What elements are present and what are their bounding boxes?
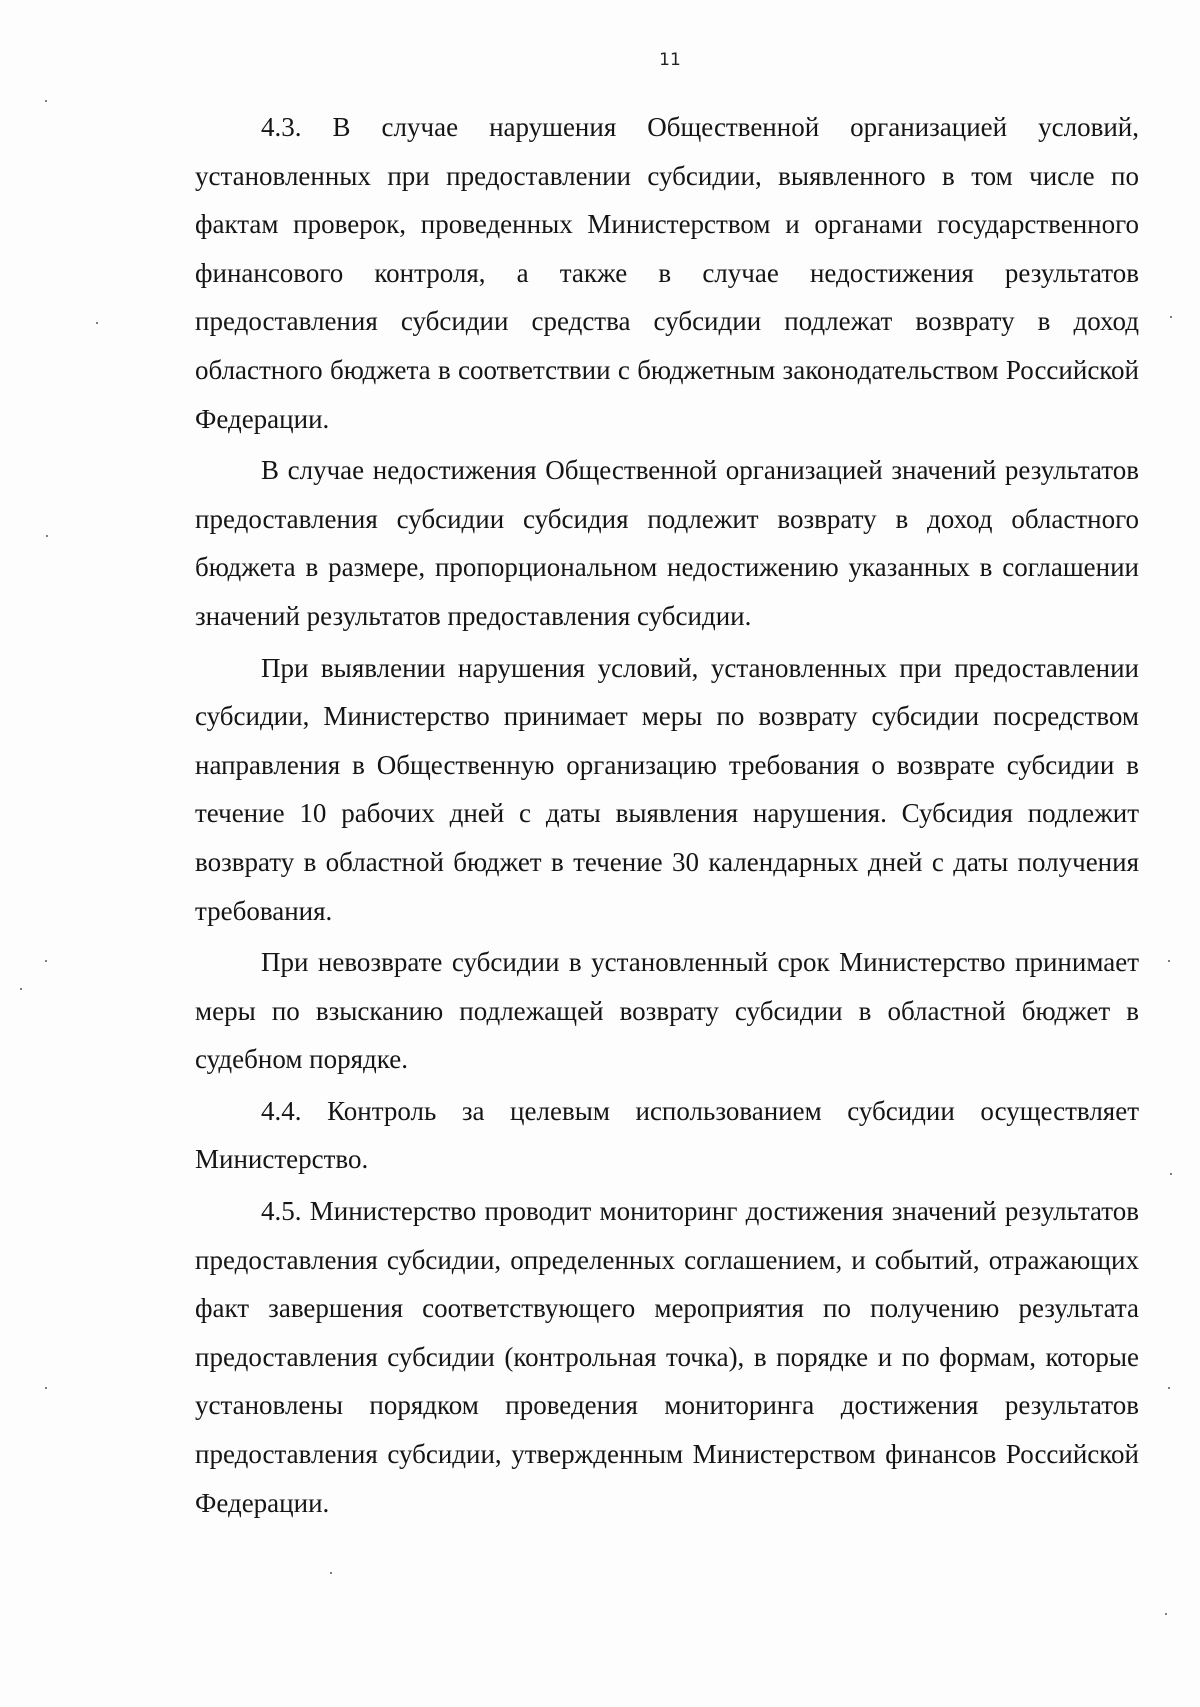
scan-speck — [96, 322, 98, 324]
scan-speck — [1170, 316, 1172, 318]
paragraph-underachievement: В случае недостижения Общественной организацией значений результатов предоставления субсидии субсидия подлежит возврату в доход областного бюджета в размере, пропорциональном недостижению указанных в соглашении значений результатов предоставления субсидии. — [195, 455, 1139, 631]
scan-speck — [1165, 1613, 1167, 1615]
scan-speck — [45, 960, 47, 962]
scan-speck — [1170, 1173, 1172, 1175]
scan-speck — [20, 988, 22, 990]
scan-speck — [1168, 960, 1170, 962]
document-body — [195, 103, 1139, 1527]
scan-speck — [330, 1572, 332, 1574]
paragraph-4-4: 4.4. Контроль за целевым использованием субсидии осуществляет Министерство. — [195, 1095, 1139, 1175]
paragraph-non-return: При невозврате субсидии в установленный срок Министерство принимает меры по взысканию подлежащей возврату субсидии в областной бюджет в судебном порядке. — [195, 947, 1139, 1075]
page-number: 11 — [659, 50, 681, 70]
paragraph-4-5: 4.5. Министерство проводит мониторинг достижения значений результатов предоставления субсидии, определенных соглашением, и событий, отражающих факт завершения соответствующего мероприятия по получению результата предоставления субсидии (контрольная точка), в порядке и по формам, которые установлены порядком проведения мониторинга достижения результатов предоставления субсидии, утвержденным Министерством финансов Российской Федерации. — [195, 1196, 1139, 1518]
scan-speck — [45, 1387, 47, 1389]
scan-speck — [45, 100, 47, 102]
paragraph-4-3: 4.3. В случае нарушения Общественной организацией условий, установленных при предоставлении субсидии, выявленного в том числе по фактам проверок, проведенных Министерством и органами государственного финансового контроля, а также в случае недостижения результатов предоставления субсидии средства субсидии подлежат возврату в доход областного бюджета в соответствии с бюджетным законодательством Российской Федерации. — [195, 112, 1139, 434]
paragraph-violation-measures: При выявлении нарушения условий, установленных при предоставлении субсидии, Министерство принимает меры по возврату субсидии посредством направления в Общественную организацию требования о возврате субсидии в течение 10 рабочих дней с даты выявления нарушения. Субсидия подлежит возврату в областной бюджет в течение 30 календарных дней с даты получения требования. — [195, 652, 1139, 926]
scan-speck — [1168, 1387, 1170, 1389]
scan-speck — [46, 535, 48, 537]
